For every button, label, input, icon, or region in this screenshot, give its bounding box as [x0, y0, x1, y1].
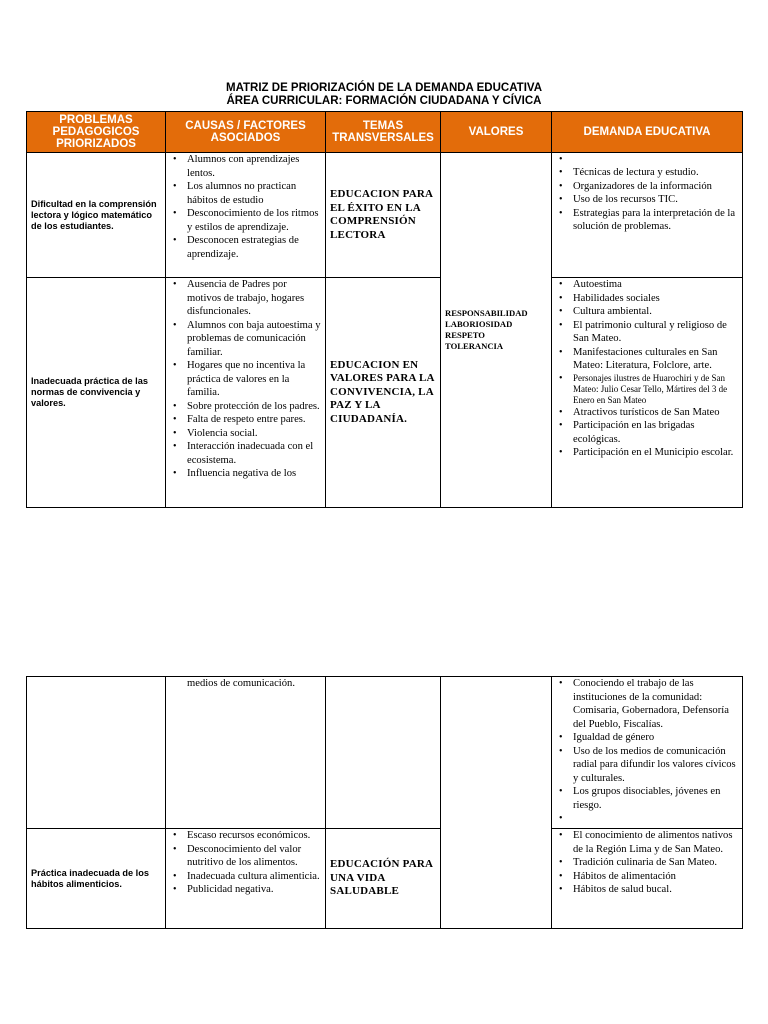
causas-list	[166, 829, 325, 897]
tema-cell: EDUCACION PARA EL ÉXITO EN LA COMPRENSIÓN LECTORA	[326, 153, 441, 278]
header-valores: VALORES	[441, 112, 552, 153]
header-causas: CAUSAS / FACTORES ASOCIADOS	[166, 112, 326, 153]
list-item: • Manifestaciones culturales en San Mateo: Literatura, Folclore, arte.	[552, 346, 740, 373]
valor-item: RESPETO	[445, 330, 485, 340]
title-line-1: MATRIZ DE PRIORIZACIÓN DE LA DEMANDA EDUCATIVA	[225, 82, 543, 94]
list-item: • Influencia negativa de los	[166, 467, 323, 481]
table-row	[27, 829, 743, 929]
causas-list	[166, 677, 325, 691]
list-item: • El conocimiento de alimentos nativos de la Región Lima y de San Mateo.	[552, 829, 740, 856]
list-item: • Sobre protección de los padres.	[166, 400, 323, 414]
list-item: • Hábitos de salud bucal.	[552, 883, 740, 897]
list-item: • Desconocen estrategias de aprendizaje.	[166, 234, 323, 261]
valor-item: RESPONSABILIDAD	[445, 308, 528, 318]
problema-cell: Dificultad en la comprensión lectora y lógico matemático de los estudiantes.	[27, 153, 166, 278]
demanda-list	[552, 153, 742, 234]
list-item: • Personajes ilustres de Huarochiri y de San Mateo: Julio Cesar Tello, Mártires del 3 de Enero en San Mateo	[552, 373, 740, 406]
table-row	[27, 278, 743, 508]
list-item: • Participación en el Municipio escolar.	[552, 446, 740, 460]
causas-cell	[166, 153, 326, 278]
causas-cell	[166, 677, 326, 829]
causas-list	[166, 153, 325, 261]
causas-list	[166, 278, 325, 481]
list-item: • Los grupos disociables, jóvenes en riesgo.	[552, 785, 740, 812]
demanda-cell	[552, 278, 743, 508]
table-row	[27, 153, 743, 278]
list-item: • Conociendo el trabajo de las instituciones de la comunidad: Comisaria, Gobernadora, Defensoría del Pueblo, Fiscalías.	[552, 677, 740, 731]
list-item: • Alumnos con baja autoestima y problemas de comunicación familiar.	[166, 319, 323, 360]
list-item: • Desconocimiento de los ritmos y estilos de aprendizaje.	[166, 207, 323, 234]
header-temas: TEMAS TRANSVERSALES	[326, 112, 441, 153]
list-item	[552, 812, 740, 825]
list-item: • Publicidad negativa.	[166, 883, 323, 897]
header-row	[27, 112, 743, 153]
valores-cell	[441, 677, 552, 929]
priorization-matrix-table	[26, 111, 743, 508]
list-item: • Uso de los medios de comunicación radial para difundir los valores cívicos y culturales.	[552, 745, 740, 786]
title-line-2: ÁREA CURRICULAR: FORMACIÓN CIUDADANA Y CÍVICA	[226, 95, 542, 107]
header-demanda: DEMANDA EDUCATIVA	[552, 112, 743, 153]
demanda-list	[552, 677, 742, 825]
causas-cell	[166, 829, 326, 929]
tema-cell: EDUCACIÓN PARA UNA VIDA SALUDABLE	[326, 829, 441, 929]
demanda-list	[552, 829, 742, 897]
demanda-list	[552, 278, 742, 460]
list-item: • Técnicas de lectura y estudio.	[552, 166, 740, 180]
list-item: • Igualdad de género	[552, 731, 740, 745]
list-item: • Estrategias para la interpretación de la solución de problemas.	[552, 207, 740, 234]
problema-cell	[27, 677, 166, 829]
list-item: • Interacción inadecuada con el ecosistema.	[166, 440, 323, 467]
list-item: • El patrimonio cultural y religioso de San Mateo.	[552, 319, 740, 346]
list-item: • Uso de los recursos TIC.	[552, 193, 740, 207]
tema-cell: EDUCACION EN VALORES PARA LA CONVIVENCIA, LA PAZ Y LA CIUDADANÍA.	[326, 278, 441, 508]
list-item: • Ausencia de Padres por motivos de trabajo, hogares disfuncionales.	[166, 278, 323, 319]
list-item: • Hábitos de alimentación	[552, 870, 740, 884]
header-problemas: PROBLEMAS PEDAGOGICOS PRIORIZADOS	[27, 112, 166, 153]
valor-item: TOLERANCIA	[445, 341, 504, 351]
list-item: • Habilidades sociales	[552, 292, 740, 306]
list-item: • Inadecuada cultura alimenticia.	[166, 870, 323, 884]
problema-cell: Práctica inadecuada de los hábitos alimenticios.	[27, 829, 166, 929]
list-item: • Desconocimiento del valor nutritivo de los alimentos.	[166, 843, 323, 870]
list-item: • Organizadores de la información	[552, 180, 740, 194]
list-item	[552, 153, 740, 166]
list-item: • Atractivos turísticos de San Mateo	[552, 406, 740, 420]
problema-cell: Inadecuada práctica de las normas de convivencia y valores.	[27, 278, 166, 508]
list-item: • Falta de respeto entre pares.	[166, 413, 323, 427]
list-item: • Tradición culinaria de San Mateo.	[552, 856, 740, 870]
list-item: • Cultura ambiental.	[552, 305, 740, 319]
valor-item: LABORIOSIDAD	[445, 319, 513, 329]
list-item: • Hogares que no incentiva la práctica de valores en la familia.	[166, 359, 323, 400]
priorization-matrix-table-continued	[26, 676, 743, 929]
list-item: • Autoestima	[552, 278, 740, 292]
list-item: • Alumnos con aprendizajes lentos.	[166, 153, 323, 180]
list-item: medios de comunicación.	[187, 678, 295, 689]
list-item: • Participación en las brigadas ecológicas.	[552, 419, 740, 446]
demanda-cell	[552, 829, 743, 929]
table-row	[27, 677, 743, 829]
tema-cell	[326, 677, 441, 829]
list-item: • Violencia social.	[166, 427, 323, 441]
list-item: • Escaso recursos económicos.	[166, 829, 323, 843]
valores-cell	[441, 153, 552, 508]
list-item: • Los alumnos no practican hábitos de estudio	[166, 180, 323, 207]
demanda-cell	[552, 153, 743, 278]
document-title	[0, 82, 768, 108]
causas-cell	[166, 278, 326, 508]
demanda-cell	[552, 677, 743, 829]
